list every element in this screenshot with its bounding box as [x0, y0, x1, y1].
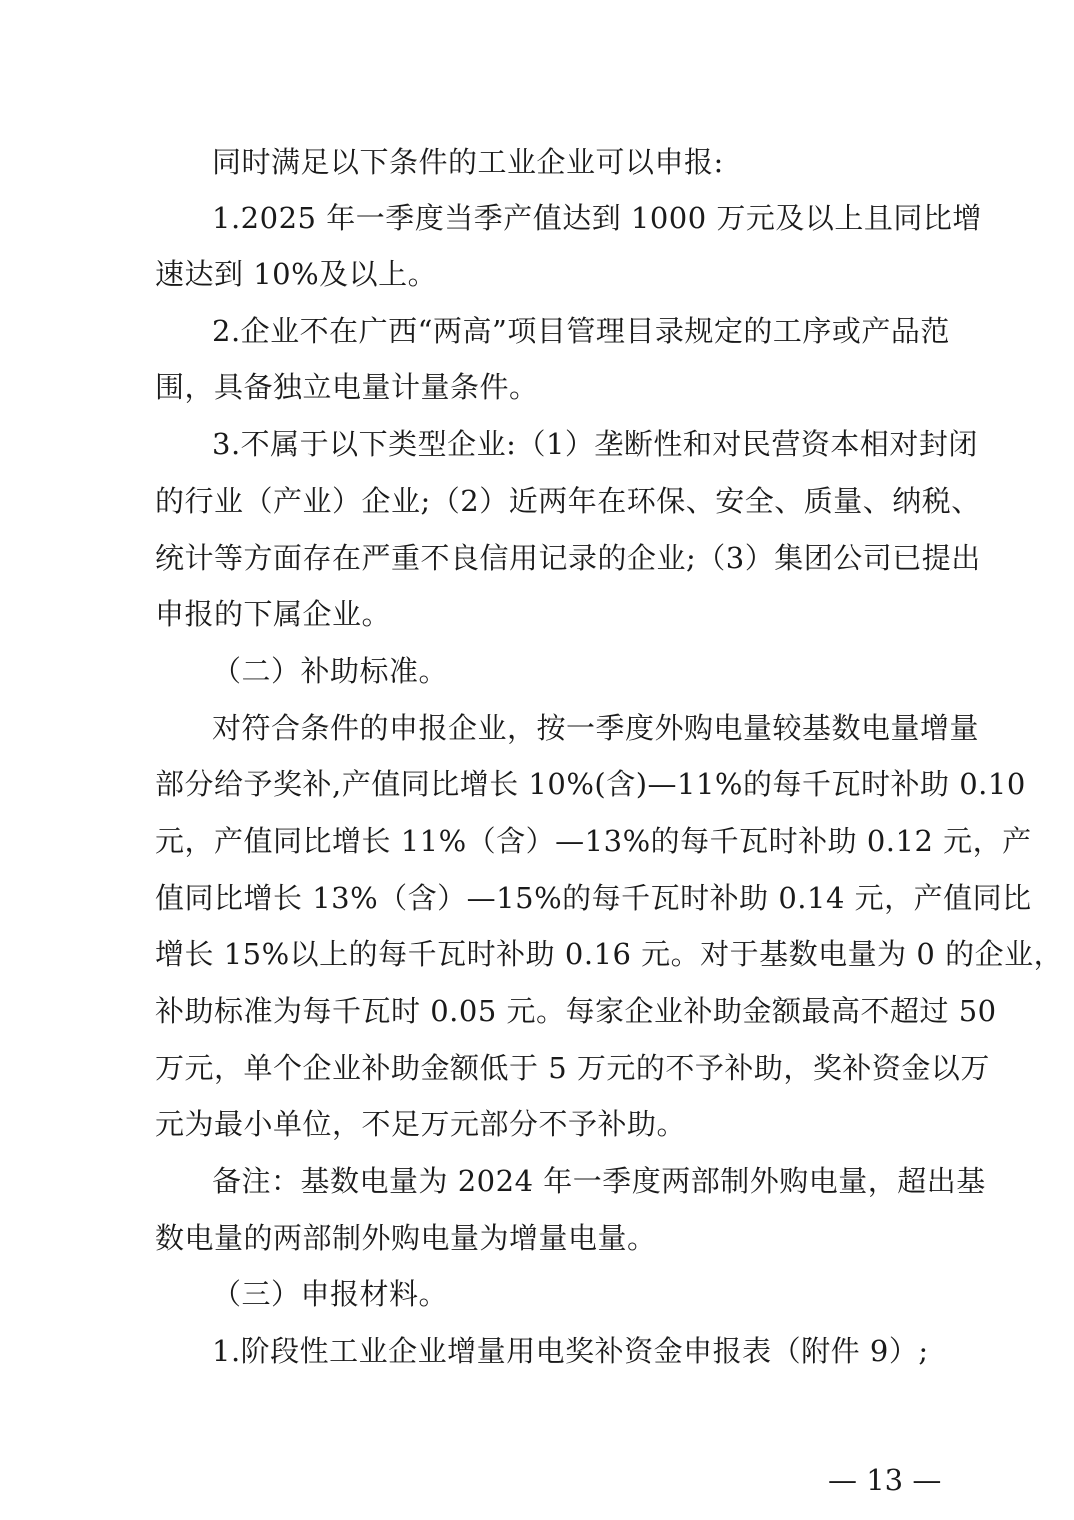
- text-line: 对符合条件的申报企业，按一季度外购电量较基数电量增量: [212, 711, 980, 745]
- text-line: 速达到 10%及以上。: [155, 257, 438, 291]
- text-line: 数电量的两部制外购电量为增量电量。: [155, 1221, 657, 1255]
- text-line: 1.阶段性工业企业增量用电奖补资金申报表（附件 9）;: [212, 1334, 929, 1368]
- text-line: 元为最小单位，不足万元部分不予补助。: [155, 1107, 687, 1141]
- text-line: 部分给予奖补,产值同比增长 10%(含)—11%的每千瓦时补助 0.10: [155, 767, 1026, 801]
- section-heading: （三）申报材料。: [212, 1277, 449, 1311]
- text-line: 申报的下属企业。: [155, 597, 392, 631]
- text-line: 的行业（产业）企业;（2）近两年在环保、安全、质量、纳税、: [155, 484, 981, 518]
- text-line: 元，产值同比增长 11%（含）—13%的每千瓦时补助 0.12 元，产: [155, 824, 1032, 858]
- text-line: 补助标准为每千瓦时 0.05 元。每家企业补助金额最高不超过 50: [155, 994, 997, 1028]
- text-line: 围，具备独立电量计量条件。: [155, 370, 539, 404]
- text-line: 备注：基数电量为 2024 年一季度两部制外购电量，超出基: [212, 1164, 986, 1198]
- text-line: 统计等方面存在严重不良信用记录的企业;（3）集团公司已提出: [155, 541, 981, 575]
- page-number: — 13 —: [828, 1463, 942, 1497]
- text-line: 2.企业不在广西“两高”项目管理目录规定的工序或产品范: [212, 314, 950, 348]
- text-line: 增长 15%以上的每千瓦时补助 0.16 元。对于基数电量为 0 的企业，: [155, 937, 1064, 971]
- text-line: 值同比增长 13%（含）—15%的每千瓦时补助 0.14 元，产值同比: [155, 881, 1032, 915]
- text-line: 3.不属于以下类型企业:（1）垄断性和对民营资本相对封闭: [212, 427, 978, 461]
- text-line: 同时满足以下条件的工业企业可以申报:: [212, 145, 724, 179]
- text-line: 万元，单个企业补助金额低于 5 万元的不予补助，奖补资金以万: [155, 1051, 990, 1085]
- text-line: 1.2025 年一季度当季产值达到 1000 万元及以上且同比增: [212, 201, 982, 235]
- section-heading: （二）补助标准。: [212, 654, 449, 688]
